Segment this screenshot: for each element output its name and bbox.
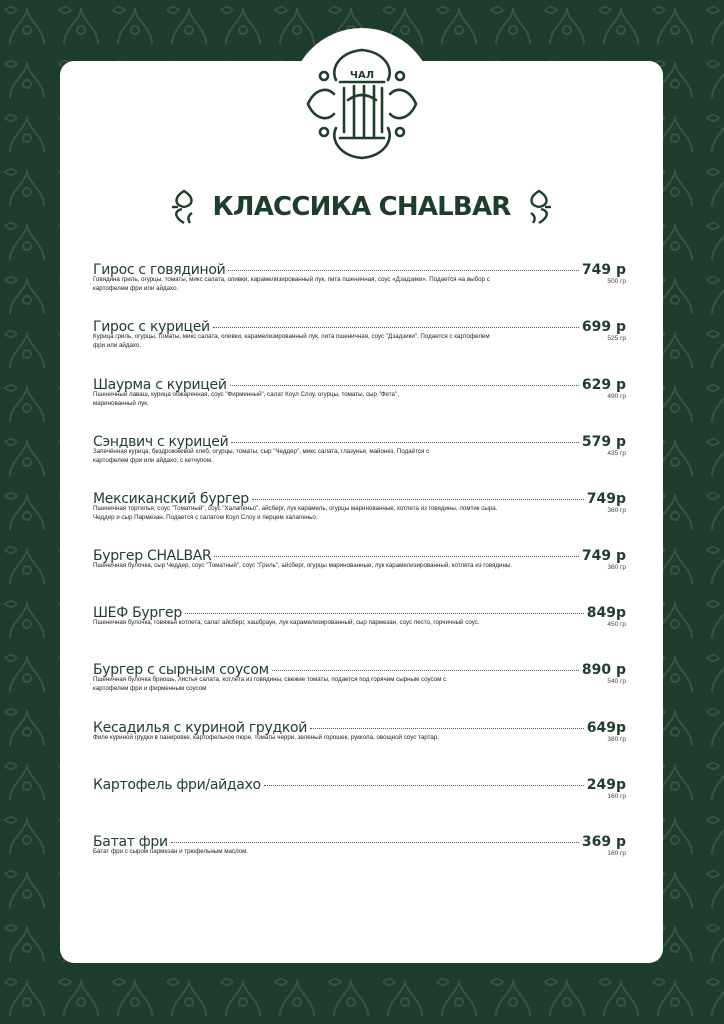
menu-item <box>93 662 626 710</box>
item-price: 849р <box>586 605 626 621</box>
item-name: Картофель фри/айдахо <box>93 777 261 793</box>
item-weight: 360 гр <box>607 564 626 571</box>
dot-leader <box>230 385 579 386</box>
menu-item <box>93 548 626 596</box>
item-price: 579 р <box>581 434 626 450</box>
item-price: 249р <box>586 777 626 793</box>
item-name: Бургер CHALBAR <box>93 548 212 564</box>
item-weight: 540 гр <box>607 678 626 685</box>
item-name: Гирос с говядиной <box>93 262 226 278</box>
item-description: Батат фри с сыром пармезан и трюфельным маслом. <box>93 848 249 855</box>
dot-leader <box>213 327 579 328</box>
item-description: Пшеничный лаваш, курица обжаренная, соус "Фирменный", салат Коул Слоу, огурцы, томаты, сыр "Фета", маринованный лук. <box>93 391 399 407</box>
menu-item <box>93 834 626 882</box>
item-price: 890 р <box>581 662 626 678</box>
item-description: Пшеничная булочка бриошь, листья салата, котлета из говядины, свежие томаты, подается под горячим сырным соусом с картофелем фри и фирменным соусом <box>93 676 447 692</box>
menu-item <box>93 262 626 310</box>
section-title: КЛАССИКА CHALBAR <box>212 192 511 222</box>
chalbar-logo <box>300 42 424 166</box>
item-name: Гирос с курицей <box>93 319 210 335</box>
menu-item <box>93 377 626 425</box>
svg-text:ЧАЛ: ЧАЛ <box>349 70 375 81</box>
item-price: 749 р <box>581 262 626 278</box>
item-name: Кесадилья с куриной грудкой <box>93 720 308 736</box>
item-name: Мексиканский бургер <box>93 491 249 507</box>
item-description: Говядина гриль, огурцы, томаты, микс салата, оливки, карамелизированный лук, пита пшеничная, соус «Дзадзики». Подается на выбор с картофелем фри или айдахо. <box>93 276 490 292</box>
dot-leader <box>185 613 584 614</box>
item-weight: 160 гр <box>607 793 626 800</box>
menu-item <box>93 605 626 653</box>
item-price: 749 р <box>581 548 626 564</box>
item-name: Шаурма с курицей <box>93 377 227 393</box>
item-weight: 160 гр <box>607 850 626 857</box>
dot-leader <box>310 728 584 729</box>
item-description: Пшеничная булочка, сыр Чеддер, соус "Томатный", соус "Гриль", айсберг, огурцы маринованные, лук карамелизированный, котлета из говядины. <box>93 562 513 569</box>
menu-item <box>93 319 626 367</box>
item-description: Филе куриной грудки в панировке, картофельное пюре, томаты черри, зеленый горошек, руккола, овощной соус тартар. <box>93 734 439 741</box>
leaf-ornament-icon <box>525 187 553 227</box>
dot-leader <box>252 499 584 500</box>
dot-leader <box>214 556 578 557</box>
dot-leader <box>231 442 578 443</box>
item-name: Батат фри <box>93 834 168 850</box>
item-name: Сэндвич с курицей <box>93 434 229 450</box>
item-weight: 435 гр <box>607 450 626 457</box>
item-name: ШЕФ Бургер <box>93 605 182 621</box>
item-description: Запечённая курица, бездрожжевой хлеб, огурцы, томаты, сыр "Чеддер", микс салата, глазунья, майонез. Подаётся с картофелем фри или айдахо, с кетчупом. <box>93 448 430 464</box>
item-description: Пшеничная булочка, говяжья котлета, салат айсберг, хашбраун, лук карамелизированный, сыр пармезан, соус песто, горчичный соус. <box>93 619 480 626</box>
item-price: 369 р <box>581 834 626 850</box>
item-description: Пшеничная тортилья, соус "Томатный", соус "Халапеньо", айсберг, лук карамель, огурцы маринованные, котлета из говядины, ломтик сыра. Чеддер и сыр Пармезан. Подается с салатом Коул Слоу и перцем халапеньо. <box>93 505 498 521</box>
leaf-ornament-icon <box>170 187 198 227</box>
item-description: Курица гриль, огурцы, томаты, микс салата, оливки, карамелизированный лук, пита пшеничная, соус "Дзадзики". Подается с картофелем фри или айдахо. <box>93 333 490 349</box>
menu-item <box>93 434 626 482</box>
dot-leader <box>272 670 579 671</box>
dot-leader <box>171 842 579 843</box>
item-weight: 490 гр <box>607 393 626 400</box>
section-header <box>60 184 663 230</box>
item-weight: 380 гр <box>607 736 626 743</box>
menu-item <box>93 777 626 825</box>
item-weight: 360 гр <box>607 507 626 514</box>
item-price: 749р <box>586 491 626 507</box>
item-weight: 500 гр <box>607 278 626 285</box>
item-name: Бургер с сырным соусом <box>93 662 269 678</box>
item-weight: 525 гр <box>607 335 626 342</box>
item-price: 699 р <box>581 319 626 335</box>
item-price: 649р <box>586 720 626 736</box>
item-price: 629 р <box>581 377 626 393</box>
item-weight: 450 гр <box>607 621 626 628</box>
dot-leader <box>264 785 584 786</box>
menu-item <box>93 720 626 768</box>
menu-item <box>93 491 626 539</box>
dot-leader <box>228 270 578 271</box>
